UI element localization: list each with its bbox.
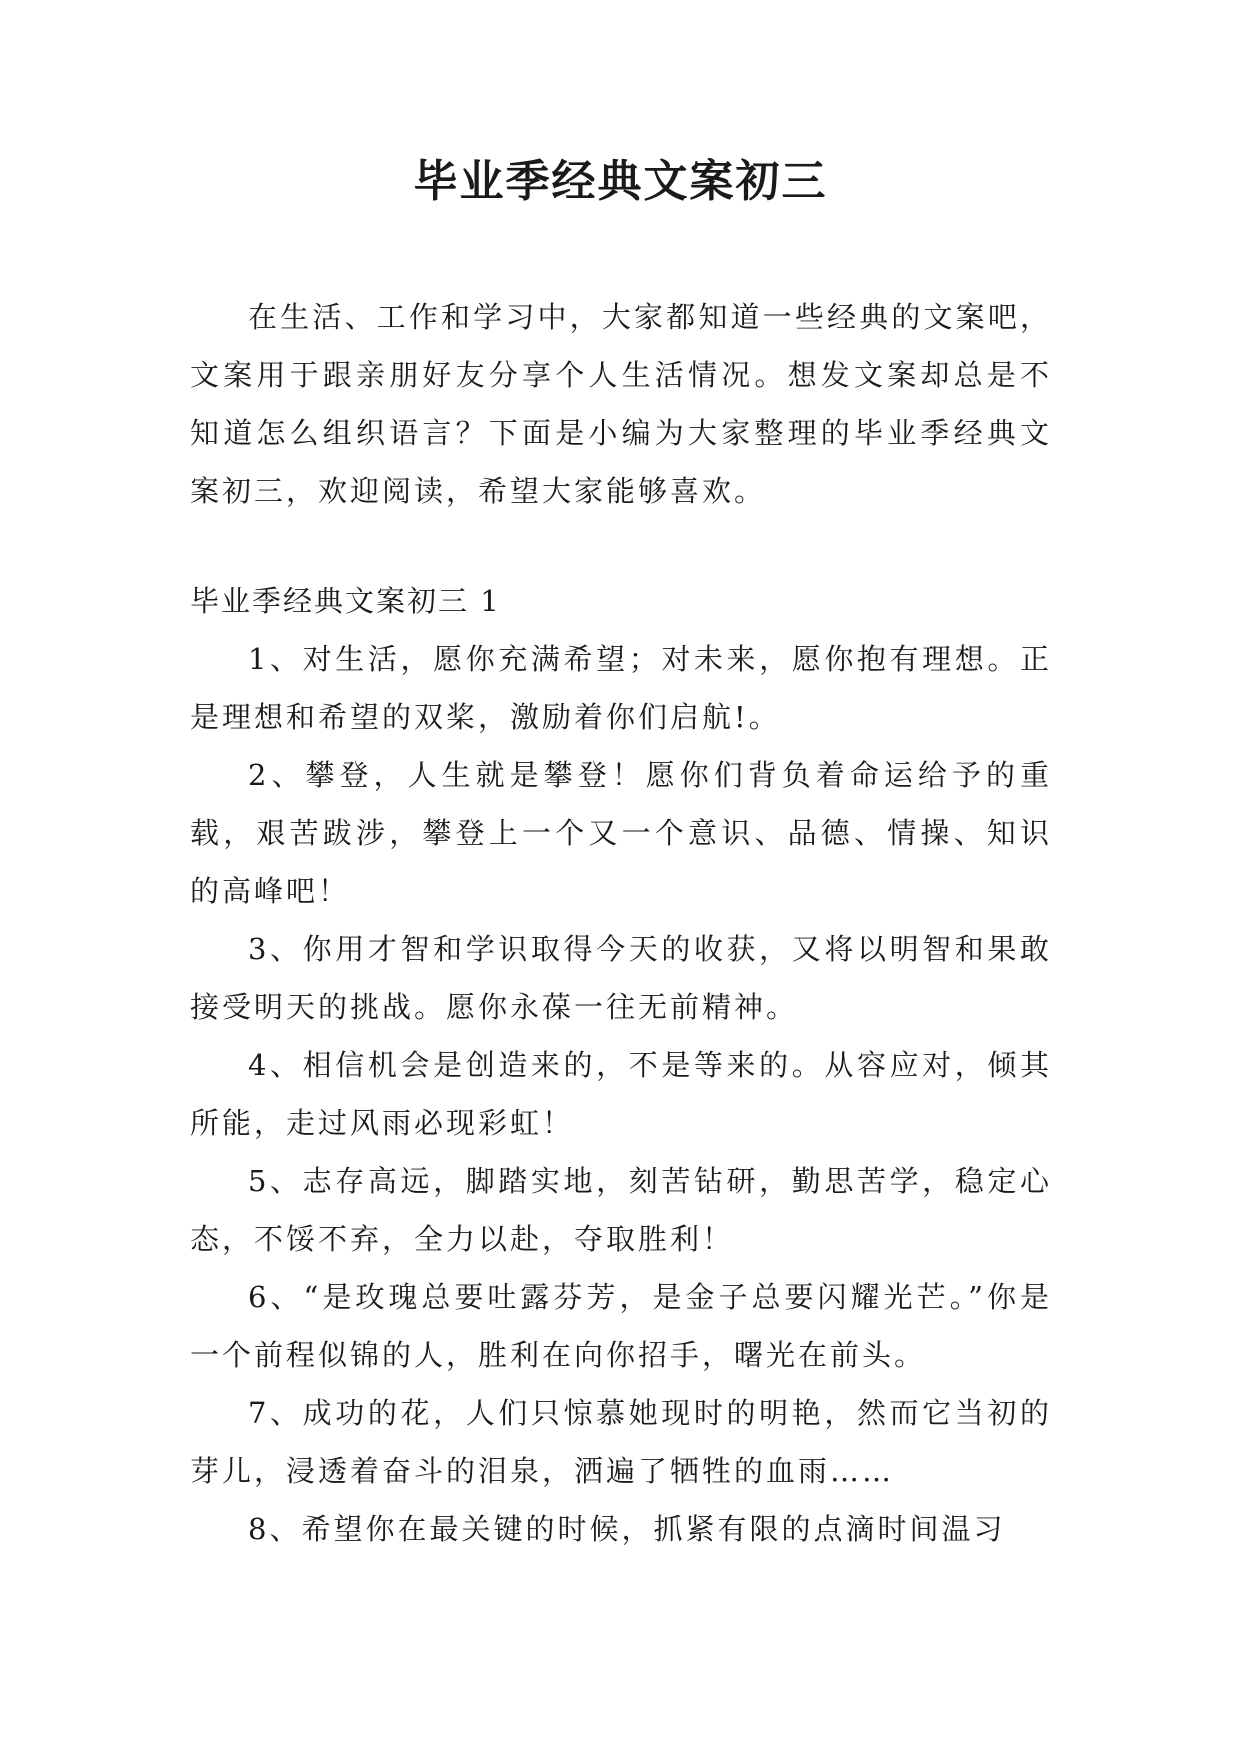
list-item: 6、“是玫瑰总要吐露芬芳，是金子总要闪耀光芒。”你是一个前程似锦的人，胜利在向你招手，曙光在前头。 — [190, 1280, 1052, 1372]
list-item: 3、你用才智和学识取得今天的收获，又将以明智和果敢接受明天的挑战。愿你永葆一往无前精神。 — [190, 932, 1052, 1024]
list-item: 7、成功的花，人们只惊慕她现时的明艳，然而它当初的芽儿，浸透着奋斗的泪泉，洒遍了牺牲的血雨…… — [190, 1396, 1052, 1488]
list-item: 8、希望你在最关键的时候，抓紧有限的点滴时间温习 — [248, 1512, 1006, 1546]
list-item: 1、对生活，愿你充满希望；对未来，愿你抱有理想。正是理想和希望的双桨，激励着你们启航!。 — [190, 642, 1052, 734]
list-item: 5、志存高远，脚踏实地，刻苦钻研，勤思苦学，稳定心态，不馁不弃，全力以赴，夺取胜利！ — [190, 1164, 1052, 1256]
document-body — [190, 288, 1052, 1558]
list-item: 2、攀登，人生就是攀登！愿你们背负着命运给予的重载，艰苦跋涉，攀登上一个又一个意识、品德、情操、知识的高峰吧！ — [190, 758, 1052, 908]
section-heading: 毕业季经典文案初三 1 — [190, 584, 501, 618]
page-title: 毕业季经典文案初三 — [413, 156, 828, 207]
intro-paragraph: 在生活、工作和学习中，大家都知道一些经典的文案吧，文案用于跟亲朋好友分享个人生活情况。想发文案却总是不知道怎么组织语言？下面是小编为大家整理的毕业季经典文案初三，欢迎阅读，希望大家能够喜欢。 — [190, 300, 1052, 508]
list-item: 4、相信机会是创造来的，不是等来的。从容应对，倾其所能，走过风雨必现彩虹！ — [190, 1048, 1052, 1140]
